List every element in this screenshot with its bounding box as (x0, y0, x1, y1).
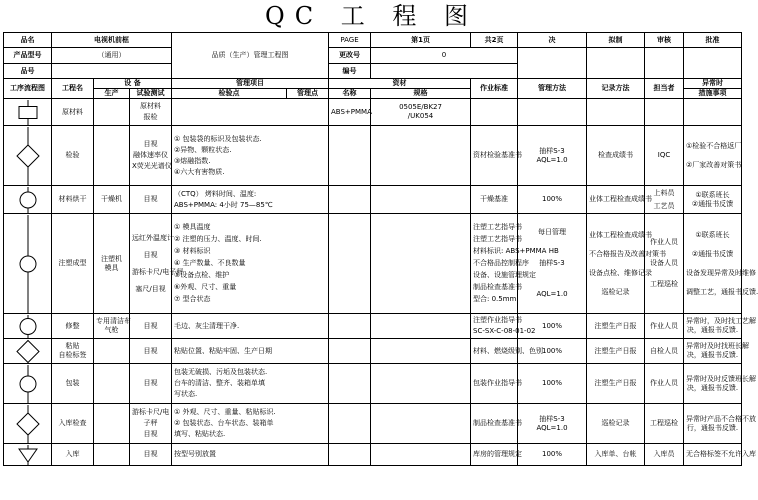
mgmt-method-line: 100% (542, 321, 563, 330)
production-equipment-line: 气枪 (104, 326, 119, 334)
abnormal-measure-line: ①联系班长 (695, 190, 730, 199)
product-model-value: （通用） (52, 48, 172, 64)
col-abnormal: 异常时 (684, 79, 742, 89)
mgmt-items-line: 填写、粘贴状态. (174, 430, 226, 438)
owner-line: 自检人员 (650, 346, 679, 355)
circle-flow-symbol (20, 256, 36, 272)
abnormal-measure (684, 99, 742, 126)
flow-cell (4, 404, 52, 444)
production-equipment (94, 186, 130, 214)
process-name (52, 314, 94, 339)
production-equipment (94, 314, 130, 339)
material-spec (371, 126, 471, 186)
work-standard-line: 注塑工艺指导书 (473, 235, 523, 243)
doc-title-cell: 品质（生产）管理工程图 (172, 33, 329, 79)
part-no-value (52, 64, 172, 79)
mgmt-items-line: 包装无破损、污垢及包装状态. (174, 368, 268, 376)
test-equipment-line: 目视 (143, 379, 158, 387)
mgmt-method-line: 每日管理 (538, 228, 567, 236)
production-equipment-line: 注塑机 (101, 254, 122, 263)
part-no-label: 品号 (4, 64, 52, 79)
mgmt-items-line: ABS+PMMA: 4小时 75—85℃ (174, 200, 273, 209)
process-name-line: 材料烘干 (58, 195, 87, 203)
circle-flow-symbol (20, 192, 36, 208)
production-equipment (94, 339, 130, 364)
col-measure: 措施事项 (684, 89, 742, 99)
record-method-line: 设备点检、维修记录 (589, 268, 653, 277)
flow-triangle-icon (8, 445, 48, 465)
abnormal-measure-line: ②厂家改善对策书 (686, 160, 742, 169)
work-standard-line: 设备、设施管理规定 (473, 271, 537, 279)
col-inspect-point: 检验点 (172, 89, 287, 99)
test-equipment-line: 远红外温度计 (132, 233, 174, 242)
document-title: QC 工 程 图 (265, 2, 478, 30)
process-name-line: 入库 (65, 450, 80, 458)
mgmt-method (518, 99, 587, 126)
abnormal-measure-line: ②通报书反馈 (691, 199, 734, 208)
abnormal-measure (684, 214, 758, 314)
flow-diamond-icon (8, 405, 48, 443)
mgmt-method-line: 抽样S-3 (539, 146, 565, 155)
col-method: 管理方法 (518, 79, 587, 99)
process-name (52, 126, 94, 186)
owner (645, 99, 684, 126)
record-method-line: 检查成绩书 (598, 151, 634, 159)
record-method-line: 业体工程检查成绩书 (589, 230, 653, 239)
mgmt-items-line: ③ 材料标识 (174, 247, 211, 255)
col-process: 工程名 (52, 79, 94, 99)
mgmt-items (172, 364, 329, 404)
mgmt-items-line: ⑦ 型合状态 (174, 295, 211, 303)
record-method-line: 入库单、台帐 (594, 450, 637, 458)
test-equipment (130, 186, 172, 214)
circle-flow-symbol (20, 376, 36, 392)
test-equipment-line: 游标卡尺/电子秤 (132, 267, 184, 276)
owner (645, 339, 684, 364)
test-equipment-line: 目视 (143, 321, 158, 330)
record-method-line: 巡检记录 (601, 419, 630, 427)
mgmt-method-line: 抽样S-3 (539, 259, 565, 267)
product-model-label: 产品型号 (4, 48, 52, 64)
process-row (4, 339, 742, 364)
col-mat-name: 名称 (329, 89, 371, 99)
flow-circle-icon (8, 215, 48, 313)
product-name-label: 品名 (4, 33, 52, 48)
material-name: ABS+PMMA (329, 99, 371, 126)
review-label: 审核 (645, 33, 684, 48)
test-equipment (130, 404, 172, 444)
col-material: 资材 (329, 79, 471, 89)
record-method-line: 巡检记录 (601, 287, 630, 296)
sign-cell (518, 48, 587, 79)
circle-flow-symbol (20, 318, 36, 334)
test-equipment (130, 99, 172, 126)
process-row (4, 364, 742, 404)
mgmt-items-line: ① 外观、尺寸、重量、粘贴标识. (174, 408, 276, 416)
draft-sign (587, 48, 645, 79)
owner-line: 设备人员 (650, 259, 679, 267)
material-name (329, 314, 371, 339)
process-row (4, 126, 742, 186)
record-method (587, 404, 645, 444)
mgmt-items-line: ① 模具温度 (174, 223, 211, 231)
work-standard (471, 99, 518, 126)
revision-value: 0 (371, 48, 518, 64)
col-record: 记录方法 (587, 79, 645, 99)
production-equipment-line: 模具 (104, 263, 119, 272)
abnormal-measure-line: 异常时产品不合格不放 (686, 414, 757, 423)
abnormal-measure (684, 126, 742, 186)
abnormal-measure-line: 异常时，及时找工艺解 (686, 317, 757, 325)
abnormal-measure-line: 异常时及时反馈班长解 (686, 374, 757, 383)
product-name-value: 电视机前框 (52, 33, 172, 48)
test-equipment (130, 444, 172, 466)
abnormal-measure-line: 异常时及时找班长解 (686, 342, 750, 350)
mgmt-method-line: AQL=1.0 (536, 423, 568, 432)
test-equipment (130, 364, 172, 404)
abnormal-measure-line: 行，通报书反馈. (686, 423, 739, 432)
col-test: 试验测试 (130, 89, 172, 99)
material-name (329, 404, 371, 444)
record-method-line: 注塑生产日报 (594, 321, 637, 330)
work-standard-line: 资材检验基准书 (473, 151, 523, 159)
work-standard-line: 注塑工艺指导书 (473, 223, 523, 231)
page-label: PAGE (329, 33, 371, 48)
work-standard (471, 314, 536, 339)
mgmt-method-line: AQL=1.0 (536, 290, 568, 298)
mgmt-method (518, 186, 587, 214)
mgmt-items-line: ① 包装袋的标识及包装状态. (174, 134, 262, 143)
flow-cell (4, 214, 52, 314)
owner (645, 214, 684, 314)
flow-cell (4, 99, 52, 126)
record-method (587, 186, 653, 214)
mgmt-items-line: ④六大有害物质. (174, 167, 225, 176)
work-standard (471, 404, 523, 444)
test-equipment-line: 目视 (143, 346, 158, 355)
test-equipment-line: 原材料 (140, 102, 161, 110)
test-equipment-line: 目视 (143, 450, 158, 458)
decide-label: 决 (518, 33, 587, 48)
abnormal-measure-line: 调整工艺，通报书反馈. (686, 287, 758, 296)
mgmt-items-line: ② 包装状态、台车状态、装箱单 (174, 419, 274, 427)
test-equipment-line: 目视 (143, 140, 158, 148)
test-equipment (130, 214, 184, 314)
mgmt-items (172, 126, 329, 186)
abnormal-measure-line: ①联系班长 (695, 230, 730, 239)
flow-cell (4, 314, 52, 339)
record-method-line: 注塑生产日报 (594, 346, 637, 355)
flow-cell (4, 339, 52, 364)
flow-cell (4, 186, 52, 214)
process-row (4, 99, 742, 126)
test-equipment (130, 126, 172, 186)
owner-line: 入库员 (653, 450, 675, 458)
production-equipment (94, 126, 130, 186)
record-method (587, 99, 645, 126)
mgmt-method-line: 100% (542, 346, 563, 355)
process-name (52, 186, 94, 214)
owner-line: 作业人员 (650, 238, 679, 246)
mgmt-items-line: ④ 生产数量、不良数量 (174, 259, 246, 267)
code-label: 编号 (329, 64, 371, 79)
record-method (587, 364, 645, 404)
flow-square-icon (8, 100, 48, 125)
mgmt-items-line: ⑤设备点检、维护 (174, 271, 230, 279)
owner-line: 作业人员 (650, 379, 679, 387)
record-method-line: 业体工程检查成绩书 (589, 195, 653, 203)
process-row (4, 186, 742, 214)
test-equipment-line: 目视 (143, 250, 158, 259)
material-spec (371, 339, 471, 364)
test-equipment-line: 报检 (143, 113, 158, 121)
abnormal-measure-line: ②通报书反馈 (691, 249, 734, 258)
flow-cell (4, 364, 52, 404)
production-equipment (94, 404, 130, 444)
approve-label: 批准 (684, 33, 742, 48)
test-equipment-line: 子秤 (143, 419, 158, 427)
abnormal-measure-line: 决，通报书反馈. (686, 351, 739, 359)
work-standard (471, 339, 544, 364)
col-std: 作业标准 (471, 79, 518, 99)
work-standard (471, 444, 523, 466)
col-equipment: 设 备 (94, 79, 172, 89)
work-standard-line: 不合格品控制程序 (473, 259, 530, 267)
production-equipment (94, 99, 130, 126)
mgmt-method (518, 364, 587, 404)
test-equipment-line: 目视 (143, 195, 158, 203)
material-name (329, 186, 371, 214)
record-method (587, 314, 645, 339)
work-standard-line: 制品检查基准书 (473, 283, 523, 291)
test-equipment-line: 目视 (143, 430, 158, 438)
process-name (52, 339, 94, 364)
work-standard (471, 126, 523, 186)
material-spec (371, 186, 471, 214)
mgmt-items-line: （CTQ） 烤料时间、温度: (174, 189, 257, 198)
work-standard-line: 注塑作业指导书 (473, 316, 523, 324)
record-method (587, 126, 645, 186)
abnormal-measure-line: 决，通报书反馈. (686, 326, 739, 334)
abnormal-measure-line: 设备发现异常及时维修 (686, 268, 757, 277)
work-standard-line: SC-SX-C-08-01-02 (473, 327, 536, 335)
test-equipment-line: 游标卡尺/电 (132, 408, 170, 416)
diamond-flow-symbol (17, 413, 39, 435)
process-name (52, 99, 94, 126)
square-flow-symbol (19, 106, 37, 118)
process-name-line: 检验 (65, 151, 80, 159)
abnormal-measure (684, 364, 757, 404)
material-spec (371, 444, 471, 466)
record-method-line: 不合格报告及改善对策书 (589, 249, 667, 258)
test-equipment (130, 339, 172, 364)
owner-line: 上料员 (653, 188, 675, 197)
material-spec (371, 404, 471, 444)
process-name (52, 214, 94, 314)
owner (645, 126, 684, 186)
production-equipment-line: 专用清洁布 (96, 317, 131, 325)
production-equipment (94, 364, 130, 404)
flow-circle-icon (8, 365, 48, 403)
material-name (329, 214, 371, 314)
mgmt-items-line: ⑥外观、尺寸、重量 (174, 283, 237, 291)
triangle-flow-symbol (19, 449, 37, 462)
col-mgmt-items: 管理项目 (172, 79, 329, 89)
work-standard-line: 制品检查基准书 (473, 419, 523, 427)
col-flow: 工序流程图 (4, 79, 52, 99)
owner-line: IQC (657, 151, 671, 159)
owner-line: 作业人员 (650, 321, 679, 330)
abnormal-measure-line: ①检验不合格返厂 (686, 141, 742, 150)
diamond-flow-symbol (17, 340, 39, 362)
mgmt-items (172, 186, 329, 214)
flow-cell (4, 444, 52, 466)
abnormal-measure (684, 186, 742, 214)
mgmt-items (172, 214, 329, 314)
mgmt-items-line: 粘贴位置、粘贴牢固、生产日期 (174, 346, 273, 355)
mgmt-method-line: 100% (542, 379, 563, 387)
owner (645, 404, 684, 444)
mgmt-items-line: ②异物、颗粒状态. (174, 145, 232, 154)
owner (645, 444, 684, 466)
owner-line: 工程巡检 (650, 419, 679, 427)
record-method-line: 注塑生产日报 (594, 379, 637, 387)
diamond-flow-symbol (17, 145, 39, 167)
process-name-line: 注塑成型 (58, 259, 87, 267)
mgmt-items-line: 毛边、灰尘清理干净. (174, 321, 240, 330)
owner-line: 工艺员 (653, 201, 675, 210)
mgmt-method (518, 126, 587, 186)
mgmt-method (518, 444, 587, 466)
mgmt-items-line: ② 注塑的压力、温度、时间. (174, 235, 262, 243)
process-row (4, 404, 742, 444)
material-spec (371, 314, 471, 339)
process-name (52, 444, 94, 466)
mgmt-items (172, 99, 329, 126)
flow-cell (4, 126, 52, 186)
material-name (329, 126, 371, 186)
process-row (4, 444, 742, 466)
owner (645, 364, 684, 404)
mgmt-items-line: 按型号别放置 (174, 450, 217, 458)
test-equipment-line: X荧光光谱仪 (132, 162, 172, 170)
qc-table (3, 32, 758, 466)
process-name-line: 自检标签 (58, 351, 87, 359)
production-equipment (94, 214, 130, 314)
material-name (329, 339, 371, 364)
production-equipment-line: 干燥机 (101, 195, 122, 203)
process-row (4, 314, 742, 339)
process-name-line: 入库检查 (58, 419, 87, 427)
production-equipment (94, 444, 130, 466)
mgmt-items-line: 写状态. (174, 390, 198, 398)
test-equipment (130, 314, 172, 339)
material-spec-line: /UK054 (407, 112, 434, 120)
test-equipment-line: 塞尺/目视 (135, 284, 166, 293)
mgmt-items-line: 台车的清洁、整齐、装箱单填 (174, 379, 266, 387)
abnormal-measure-line: 无合格标签不允许入库 (686, 450, 757, 458)
mgmt-items (172, 339, 329, 364)
approve-sign (684, 48, 742, 79)
col-mat-spec: 规格 (371, 89, 471, 99)
mgmt-method (518, 404, 587, 444)
work-standard-line: 材料、燃烧级别、色别 (473, 346, 544, 355)
flow-diamond-icon (8, 127, 48, 185)
mgmt-items (172, 404, 329, 444)
col-mgmt-point: 管理点 (287, 89, 329, 99)
material-spec (371, 214, 471, 314)
work-standard-line: 包装作业指导书 (473, 379, 523, 387)
work-standard-line: 干燥基准 (480, 195, 509, 203)
mgmt-method-line: 抽样S-3 (539, 414, 565, 423)
abnormal-measure-line: 决，通报书反馈. (686, 383, 739, 392)
draft-label: 拟制 (587, 33, 645, 48)
mgmt-method-line: 100% (542, 450, 563, 458)
material-name (329, 364, 371, 404)
mgmt-method-line: 100% (542, 195, 563, 203)
owner (645, 314, 684, 339)
mgmt-items (172, 314, 329, 339)
abnormal-measure (684, 444, 757, 466)
work-standard-line: 库房的管理规定 (473, 450, 523, 458)
record-method (587, 444, 645, 466)
record-method (587, 339, 645, 364)
flow-circle-icon (8, 315, 48, 338)
page-1: 第1页 (371, 33, 471, 48)
owner-line: 工程巡检 (650, 280, 679, 288)
process-name (52, 364, 94, 404)
process-name-line: 粘贴 (65, 342, 80, 350)
process-name-line: 修整 (65, 321, 80, 330)
flow-diamond-icon (8, 340, 48, 363)
abnormal-measure (684, 314, 757, 339)
work-standard-line: 型合: 0.5mm (473, 295, 517, 303)
material-spec (371, 99, 471, 126)
mgmt-method-line: AQL=1.0 (536, 155, 568, 164)
col-owner: 担当者 (645, 79, 684, 99)
material-spec-line: 0505E/BK27 (399, 103, 442, 111)
abnormal-measure (684, 404, 757, 444)
abnormal-measure (684, 339, 750, 364)
mgmt-items-line: ③熔融指数. (174, 156, 211, 165)
code-value (371, 64, 518, 79)
material-spec (371, 364, 471, 404)
work-standard (471, 186, 518, 214)
mgmt-items (172, 444, 329, 466)
review-sign (645, 48, 684, 79)
page-total: 共2页 (471, 33, 518, 48)
process-name (52, 404, 94, 444)
test-equipment-line: 融体速率仪 (133, 151, 168, 159)
process-name-line: 包装 (65, 379, 80, 387)
col-production: 生产 (94, 89, 130, 99)
process-row (4, 214, 742, 314)
work-standard (471, 364, 523, 404)
process-name-line: 原材料 (62, 107, 83, 116)
revision-label: 更改号 (329, 48, 371, 64)
material-name (329, 444, 371, 466)
work-standard-line: 材料标识: ABS+PMMA HB (473, 247, 559, 255)
flow-circle-icon (8, 187, 48, 213)
